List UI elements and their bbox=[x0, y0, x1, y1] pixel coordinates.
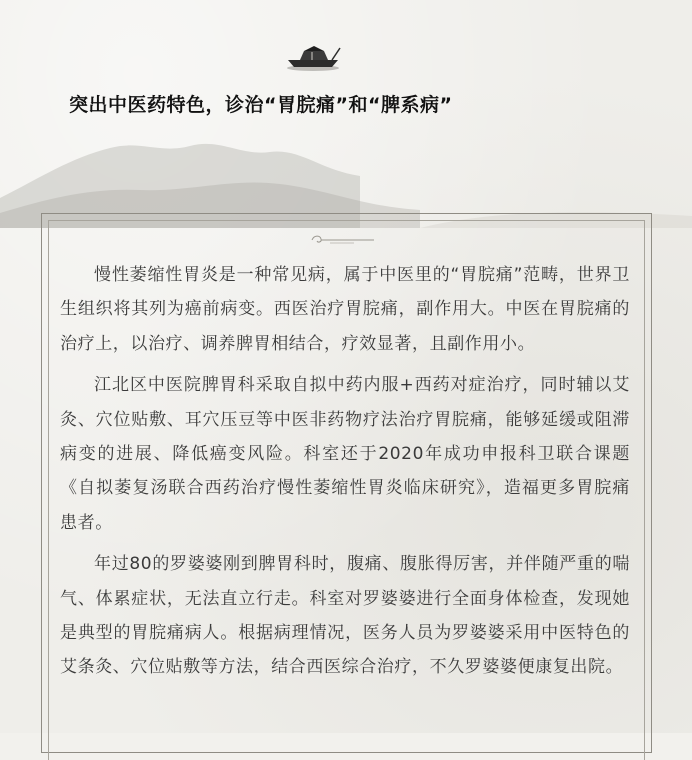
paragraph-2: 江北区中医院脾胃科采取自拟中药内服+西药对症治疗，同时辅以艾灸、穴位贴敷、耳穴压豆等中医非药物疗法治疗胃脘痛，能够延缓或阻滞病变的进展、降低癌变风险。科室还于2020年成功申报科卫联合课题《自拟萎复汤联合西药治疗慢性萎缩性胃炎临床研究》，造福更多胃脘痛患者。 bbox=[60, 375, 630, 533]
article-headline: 突出中医药特色，诊治“胃脘痛”和“脾系病” bbox=[69, 94, 453, 116]
ink-mountains bbox=[0, 118, 692, 228]
cloud-ornament-icon bbox=[308, 232, 378, 246]
ink-boat-icon bbox=[282, 40, 344, 74]
paragraph-1: 慢性萎缩性胃炎是一种常见病，属于中医里的“胃脘痛”范畴，世界卫生组织将其列为癌前病变。西医治疗胃脘痛，副作用大。中医在胃脘痛的治疗上，以治疗、调养脾胃相结合，疗效显著，且副作用小。 bbox=[60, 265, 630, 354]
article-body bbox=[60, 258, 630, 692]
paragraph-3: 年过80的罗婆婆刚到脾胃科时，腹痛、腹胀得厉害，并伴随严重的喘气、体累症状，无法直立行走。科室对罗婆婆进行全面身体检查，发现她是典型的胃脘痛病人。根据病理情况，医务人员为罗婆婆采用中医特色的艾条灸、穴位贴敷等方法，结合西医综合治疗，不久罗婆婆便康复出院。 bbox=[60, 554, 630, 678]
